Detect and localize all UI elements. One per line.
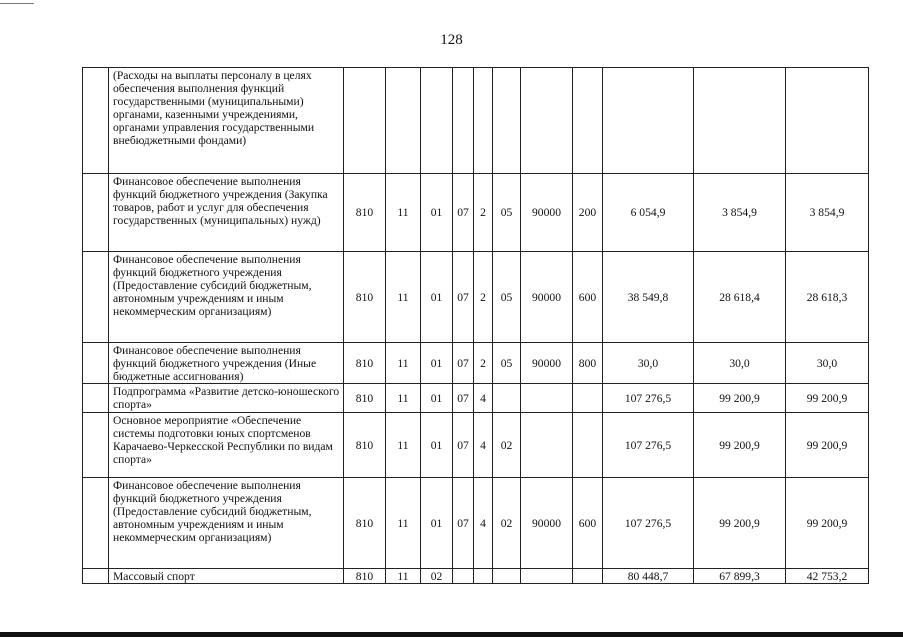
program-code-cell: 07: [453, 252, 474, 343]
amount-cell-1: [603, 68, 694, 174]
amount-cell-2: 99 200,9: [694, 478, 786, 569]
amount-cell-1: 80 448,7: [603, 569, 694, 584]
table-body: [83, 68, 869, 584]
table-row: [83, 343, 869, 384]
amount-cell-1: 107 276,5: [603, 413, 694, 478]
table-row: [83, 478, 869, 569]
description-cell: Финансовое обеспечение выполнения функций бюджетного учреждения (Предоставление субсидий бюджетным, автономным учреждениям и иным некоммерческим организациям): [109, 252, 344, 343]
description-cell: (Расходы на выплаты персоналу в целях обеспечения выполнения функций государственными (муниципальными) органами, казенными учреждениями, органами управления государственными внебюджетными фондами): [109, 68, 344, 174]
amount-cell-1: 38 549,8: [603, 252, 694, 343]
section-code-cell: 11: [386, 174, 421, 252]
expense-type-code-cell: 600: [573, 252, 603, 343]
description-cell: Основное мероприятие «Обеспечение системы подготовки юных спортсменов Карачаево-Черкесской Республики по видам спорта»: [109, 413, 344, 478]
activity-code-cell: 02: [493, 478, 521, 569]
ministry-code-cell: 810: [344, 252, 386, 343]
section-code-cell: 11: [386, 343, 421, 384]
expense-type-code-cell: 800: [573, 343, 603, 384]
direction-code-cell: 90000: [521, 252, 573, 343]
direction-code-cell: [521, 384, 573, 413]
subsection-code-cell: 02: [421, 569, 453, 584]
scan-mark: [0, 3, 34, 4]
section-code-cell: 11: [386, 384, 421, 413]
subprogram-code-cell: 2: [474, 252, 493, 343]
section-code-cell: 11: [386, 413, 421, 478]
page-number: 128: [440, 32, 463, 48]
expense-type-code-cell: [573, 384, 603, 413]
table-row: [83, 569, 869, 584]
amount-cell-1: 107 276,5: [603, 384, 694, 413]
amount-cell-1: 30,0: [603, 343, 694, 384]
section-code-cell: 11: [386, 478, 421, 569]
subsection-code-cell: [421, 68, 453, 174]
activity-code-cell: 05: [493, 174, 521, 252]
direction-code-cell: [521, 413, 573, 478]
direction-code-cell: 90000: [521, 343, 573, 384]
activity-code-cell: 02: [493, 413, 521, 478]
subsection-code-cell: 01: [421, 252, 453, 343]
expense-type-code-cell: [573, 413, 603, 478]
amount-cell-3: 99 200,9: [786, 384, 869, 413]
activity-code-cell: 05: [493, 343, 521, 384]
amount-cell-3: [786, 68, 869, 174]
amount-cell-2: [694, 68, 786, 174]
amount-cell-2: 28 618,4: [694, 252, 786, 343]
amount-cell-2: 99 200,9: [694, 384, 786, 413]
subsection-code-cell: 01: [421, 413, 453, 478]
amount-cell-3: 99 200,9: [786, 413, 869, 478]
ministry-code-cell: 810: [344, 384, 386, 413]
section-code-cell: [386, 68, 421, 174]
amount-cell-2: 3 854,9: [694, 174, 786, 252]
program-code-cell: 07: [453, 343, 474, 384]
scan-edge: [0, 632, 903, 637]
activity-code-cell: [493, 569, 521, 584]
section-code-cell: 11: [386, 252, 421, 343]
subprogram-code-cell: [474, 68, 493, 174]
ministry-code-cell: [344, 68, 386, 174]
amount-cell-2: 99 200,9: [694, 413, 786, 478]
program-code-cell: 07: [453, 413, 474, 478]
expense-type-code-cell: [573, 569, 603, 584]
table-row: [83, 413, 869, 478]
row-number-cell: [83, 569, 109, 584]
ministry-code-cell: 810: [344, 569, 386, 584]
section-code-cell: 11: [386, 569, 421, 584]
row-number-cell: [83, 478, 109, 569]
subsection-code-cell: 01: [421, 478, 453, 569]
amount-cell-1: 6 054,9: [603, 174, 694, 252]
amount-cell-2: 67 899,3: [694, 569, 786, 584]
activity-code-cell: 05: [493, 252, 521, 343]
row-number-cell: [83, 343, 109, 384]
program-code-cell: [453, 68, 474, 174]
description-cell: Массовый спорт: [109, 569, 344, 584]
ministry-code-cell: 810: [344, 343, 386, 384]
program-code-cell: 07: [453, 478, 474, 569]
budget-table: [82, 67, 869, 584]
subprogram-code-cell: 4: [474, 384, 493, 413]
table-row: [83, 384, 869, 413]
subprogram-code-cell: 4: [474, 413, 493, 478]
subsection-code-cell: 01: [421, 384, 453, 413]
direction-code-cell: 90000: [521, 174, 573, 252]
direction-code-cell: [521, 68, 573, 174]
table-row: [83, 174, 869, 252]
amount-cell-3: 28 618,3: [786, 252, 869, 343]
amount-cell-3: 99 200,9: [786, 478, 869, 569]
amount-cell-3: 30,0: [786, 343, 869, 384]
subprogram-code-cell: 4: [474, 478, 493, 569]
activity-code-cell: [493, 68, 521, 174]
row-number-cell: [83, 413, 109, 478]
direction-code-cell: [521, 569, 573, 584]
ministry-code-cell: 810: [344, 478, 386, 569]
amount-cell-3: 3 854,9: [786, 174, 869, 252]
expense-type-code-cell: 600: [573, 478, 603, 569]
direction-code-cell: 90000: [521, 478, 573, 569]
description-cell: Финансовое обеспечение выполнения функций бюджетного учреждения (Предоставление субсидий бюджетным, автономным учреждениям и иным некоммерческим организациям): [109, 478, 344, 569]
description-cell: Финансовое обеспечение выполнения функций бюджетного учреждения (Иные бюджетные ассигнования): [109, 343, 344, 384]
row-number-cell: [83, 252, 109, 343]
row-number-cell: [83, 174, 109, 252]
subprogram-code-cell: 2: [474, 343, 493, 384]
expense-type-code-cell: 200: [573, 174, 603, 252]
amount-cell-3: 42 753,2: [786, 569, 869, 584]
table-row: [83, 68, 869, 174]
subprogram-code-cell: 2: [474, 174, 493, 252]
amount-cell-2: 30,0: [694, 343, 786, 384]
subprogram-code-cell: [474, 569, 493, 584]
amount-cell-1: 107 276,5: [603, 478, 694, 569]
description-cell: Финансовое обеспечение выполнения функций бюджетного учреждения (Закупка товаров, работ и услуг для обеспечения государственных (муниципальных) нужд): [109, 174, 344, 252]
ministry-code-cell: 810: [344, 413, 386, 478]
program-code-cell: 07: [453, 174, 474, 252]
program-code-cell: [453, 569, 474, 584]
program-code-cell: 07: [453, 384, 474, 413]
ministry-code-cell: 810: [344, 174, 386, 252]
expense-type-code-cell: [573, 68, 603, 174]
row-number-cell: [83, 384, 109, 413]
subsection-code-cell: 01: [421, 174, 453, 252]
row-number-cell: [83, 68, 109, 174]
table-row: [83, 252, 869, 343]
subsection-code-cell: 01: [421, 343, 453, 384]
description-cell: Подпрограмма «Развитие детско-юношеского спорта»: [109, 384, 344, 413]
activity-code-cell: [493, 384, 521, 413]
